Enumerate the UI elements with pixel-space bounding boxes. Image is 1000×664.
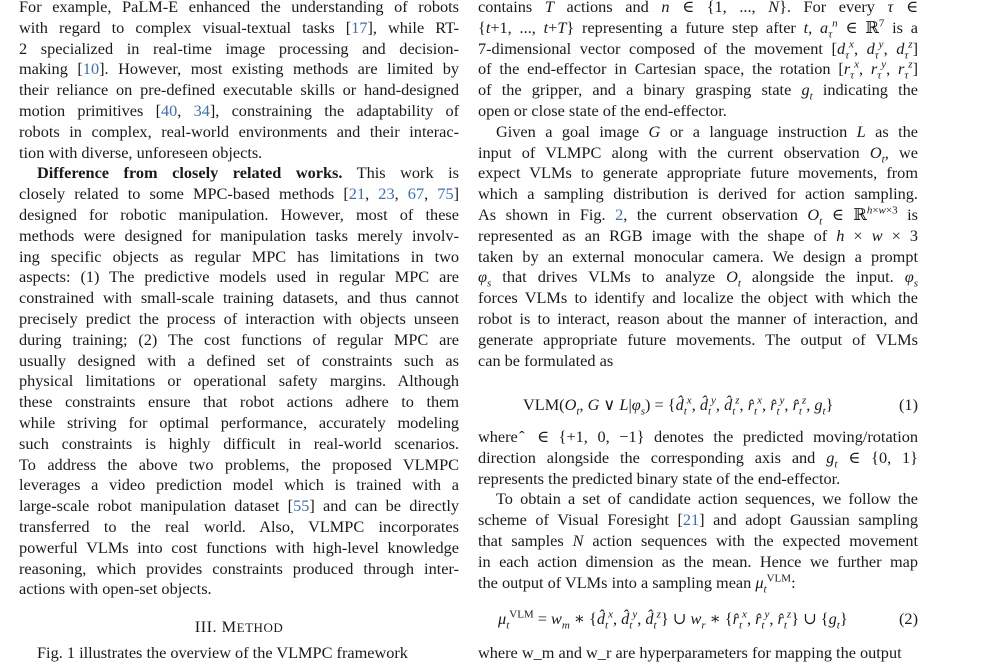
citation-link[interactable]: 55 — [293, 496, 310, 516]
citation-link[interactable]: 75 — [437, 184, 454, 204]
text-line: robots in complex, real-world environments and their interac- — [19, 121, 459, 141]
text-line: tion with diverse, unforeseen objects. — [19, 142, 263, 162]
text-line: their reliance on pre-defined executable skills or hand-designed — [19, 80, 459, 100]
text-line: Given a goal image G or a language instruction L as the — [496, 121, 919, 141]
text-line: reasoning, which provides constraints produced through inter- — [19, 558, 459, 578]
text-line: the output of VLMs into a sampling mean $\mu_t^{VLM}$: — [478, 572, 796, 595]
text-line: robot is to interact, reason about the manner of interaction, and — [478, 308, 918, 328]
text-line: in each action dimension as the mean. Hence we further map — [478, 551, 918, 571]
text-line: these constraints ensure that robot actions adhere to them — [19, 392, 459, 412]
text-line: direction alongside the corresponding axis and $g_t$ ∈ {0, 1} — [478, 447, 918, 471]
citation-link[interactable]: 10 — [82, 59, 100, 79]
text-line: To address the above two problems, the proposed VLMPC — [19, 454, 459, 474]
text-line: generate appropriate future movements. The output of VLMs — [478, 329, 918, 349]
text-line: $\varphi_s$ that drives VLMs to analyze $O_t$ alongside the input. $\varphi_s$ — [478, 267, 918, 290]
text-line: that samples N action sequences with the expected movement — [478, 530, 918, 550]
text-line: scheme of Visual Foresight [21] and adopt Gaussian sampling — [478, 510, 918, 530]
text-line: designed for robotic manipulation. However, most of these — [19, 204, 459, 224]
text-line: As shown in Fig. 2, the current observation $O_t$ ∈ ℝ$^{h\times w\times 3}$ is — [478, 204, 918, 228]
figure-link[interactable]: 2 — [615, 204, 624, 224]
text-line: constrained with small-scale training datasets, and thus cannot — [19, 288, 459, 308]
text-line: powerful VLMs into cost functions with high-level knowledge — [19, 537, 459, 557]
text-line: leverages a video prediction model which is trained with a — [19, 475, 459, 495]
cropped-line: Fig. 1 illustrates the overview of the VLMPC framework — [37, 643, 408, 662]
paragraph-start: Difference from closely related works. This work is — [37, 163, 459, 183]
text-line: represents the predicted binary state of the end-effector. — [478, 468, 841, 488]
text-line: For example, PaLM-E enhanced the understanding of robots — [19, 0, 459, 16]
citation-link[interactable]: 21 — [348, 184, 366, 204]
citation-link[interactable]: 34 — [193, 100, 210, 120]
text-line: usually designed with a defined set of constraints such as — [19, 350, 459, 370]
equation-number: (1) — [899, 395, 918, 414]
citation-link[interactable]: 21 — [682, 510, 700, 530]
text-line: open or close state of the end-effector. — [478, 100, 727, 120]
equation-2: $\mu_t^{VLM} = w_m$ ∗ {$d̂_t^x$, $d̂_t^y$, $d̂_t^z$} ∪ $w_r$ ∗ {$r̂_t^x$, $r̂_t^y$, $r̂_t^z$} ∪ $\{g_t\}$ (2) — [498, 608, 918, 632]
citation-link[interactable]: 17 — [351, 17, 368, 37]
text-line: forces VLMs to identify and localize the object with which the — [478, 288, 918, 308]
text-line: methods were designed for manipulation tasks merely involv- — [19, 225, 459, 245]
text-line: 7-dimensional vector composed of the movement [$d_\tau^x$, $d_\tau^y$, $d_\tau^z$] — [478, 38, 918, 61]
citation-link[interactable]: 23 — [378, 184, 395, 204]
equation-number: (2) — [899, 609, 918, 628]
text-line: {t+1, ..., t+T} representing a future step after t, $a_\tau^n$ ∈ ℝ$^7$ is a — [478, 17, 918, 41]
text-line: of the end-effector in Cartesian space, the rotation [$r_\tau^x$, $r_\tau^y$, $r_\tau^z$] — [478, 58, 918, 82]
text-line: during training; (2) The cost functions of regular MPC are — [19, 329, 459, 349]
text-line: represented as an RGB image with the shape of h × w × 3 — [478, 225, 919, 245]
text-line: such constraints is highly difficult in real-world scenarios. — [19, 433, 459, 453]
text-line: making [10]. However, most existing methods are limited by — [19, 59, 460, 79]
text-line: ing specific objects as regular MPC has limitations in two — [19, 246, 459, 266]
text-line: can be formulated as — [478, 350, 614, 370]
text-line: actions with open-set objects. — [19, 579, 212, 599]
text-line: where ̂ ∈ {+1, 0, −1} denotes the predicted moving/rotation — [478, 427, 918, 446]
text-line: physical limitations or operational safety margins. Although — [19, 371, 459, 391]
text-line: while striving for optimal performance, accurately modeling — [19, 412, 459, 432]
section-heading: III. METHOD — [194, 617, 284, 636]
text-line: input of VLMPC along with the current observation $O_t$, we — [478, 142, 919, 165]
text-line: expect VLMs to generate appropriate future movements, from — [478, 163, 918, 183]
text-line: motion primitives [40, 34], constraining the adaptability of — [19, 100, 460, 120]
text-line: precisely predict the process of interaction with objects unseen — [19, 308, 459, 328]
text-line: which a sampling distribution is derived for action sampling. — [478, 184, 918, 204]
text-line: 2 specialized in real-time image processing and decision- — [19, 38, 459, 58]
text-line: To obtain a set of candidate action sequences, we follow the — [496, 489, 918, 509]
text-line: contains T actions and n ∈ {1, ..., N}. For every τ ∈ — [478, 0, 919, 16]
citation-link[interactable]: 40 — [161, 100, 178, 120]
text-line: of the gripper, and a binary grasping state $g_t$ indicating the — [478, 80, 919, 103]
text-line: with regard to complex visual-textual tasks [17], while RT- — [19, 17, 459, 37]
paragraph-title: Difference from closely related works. — [37, 163, 343, 183]
text-line: taken by an external monocular camera. We design a prompt — [478, 246, 918, 266]
text-line: transferred to the real world. Also, VLMPC incorporates — [19, 516, 459, 536]
cropped-line: where w_m and w_r are hyperparameters for mapping the output — [478, 643, 902, 662]
equation-1: $VLM(O_t$, G ∨ $L|\varphi_s$) = {$d̂_t^x$, $d̂_t^y$, $d̂_t^z$, $r̂_t^x$, $r̂_t^y$, $r̂_t^z$, $g_t$} (1) — [523, 394, 918, 418]
text-line: large-scale robot manipulation dataset [55] and can be directly — [19, 496, 459, 516]
text-line: closely related to some MPC-based methods [21, 23, 67, 75] — [19, 184, 459, 204]
text-line: aspects: (1) The predictive models used in regular MPC are — [19, 267, 459, 287]
citation-link[interactable]: 67 — [407, 184, 425, 204]
